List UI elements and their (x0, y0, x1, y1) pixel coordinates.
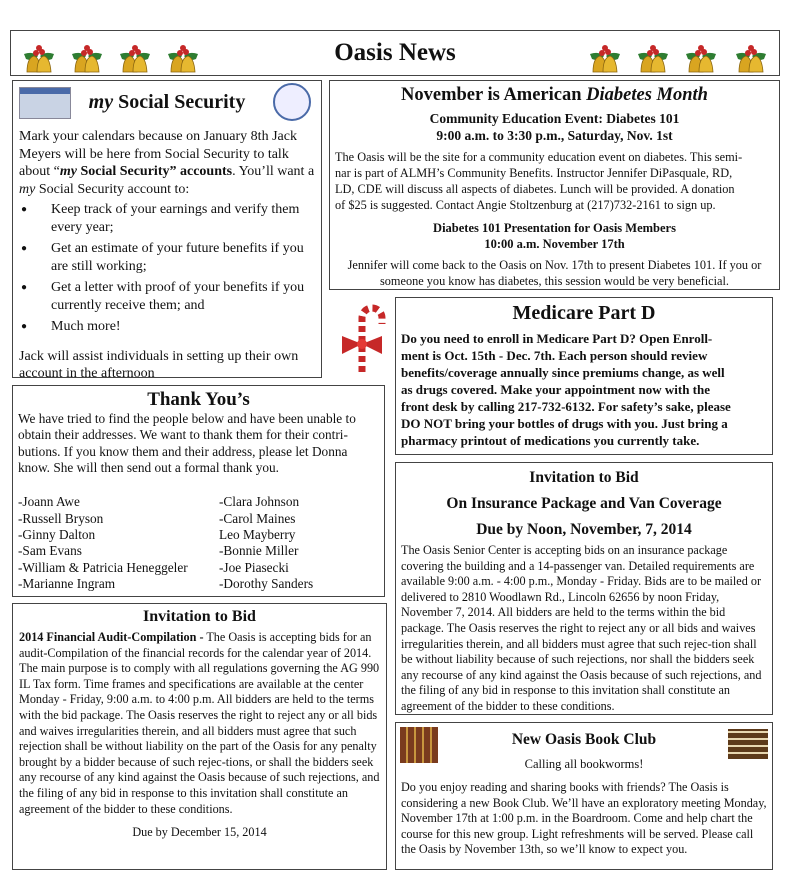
section-title: my Social Security (88, 91, 246, 113)
holly-bells-icon (584, 32, 626, 74)
book-club-body: Do you enjoy reading and sharing books with friends? The Oasis is considering a new Book Club. We’ll have an exploratory meeting Monday, November 17th at 1:00 p.m. in the Boardroom. Come and help chart the course for this new group. Light refreshments will be served. Please call the Oasis by November 13th, so we’ll know to expect you. (401, 780, 767, 857)
section-subtitle: Calling all bookworms! (524, 757, 644, 771)
names-list (18, 494, 379, 592)
holly-bells-icon (162, 32, 204, 74)
event-body: The Oasis will be the site for a community education event on diabetes. This semi- nar is part of ALMH’s Community Benefits. Instructor Jennifer DiPasquale, RD, LD, CDE will discuss all aspects of diabetes. Lunch will be provided. A donation of $25 is suggested. Contact Angie Stoltzenburg at (217)732-2161 to sign up. (335, 150, 743, 212)
insurance-bid-body: The Oasis Senior Center is accepting bids on an insurance package covering the building and a 14-passenger van. Detailed requirements are available 9:00 a.m. - 4:00 p.m., Monday - Friday. Bids are to be mailed or delivered to 2810 Woodlawn Rd., Lincoln 62656 by noon Friday, November 7, 2014. All bidders are held to the terms within the bid package. The Oasis reserves the right to reject any or all bids and waives irregularities therein, and all bidders must agree that such rejec-tion shall be without liability because of such rejections, nor shall the bidders seek any recourse of any kind against the Oasis because of such rejections, and the filing of any bid in response to this invitation shall constitute an agreement of the bidder to these conditions. (401, 543, 762, 713)
social-security-card-icon (19, 87, 71, 119)
intro-text: Mark your calendars because on January 8th Jack Meyers will be here from Social Security to talk about “my Social Security” accounts. You’ll want a my Social Security account to: (19, 129, 315, 197)
newsletter-title: Oasis News (334, 39, 456, 66)
diabetes-section (329, 80, 780, 290)
audit-bid-section (12, 603, 387, 870)
due-date: Due by December 15, 2014 (132, 825, 267, 840)
list-item: -Bonnie Miller (219, 543, 299, 559)
medicare-section (395, 297, 773, 455)
section-title: Invitation to Bid (143, 608, 256, 625)
list-item: -Joe Piasecki (219, 559, 289, 575)
thank-you-body: We have tried to find the people below and have been unable to obtain their addresses. We want to thank them for their contri- butions. If you know them and their address, please let Donna know. She will then send out a formal thank you. (18, 411, 356, 475)
list-item: -Carol Maines (219, 510, 296, 526)
list-item: -Ginny Dalton (18, 527, 96, 542)
list-item: -Sam Evans (18, 543, 82, 559)
event-heading: Community Education Event: Diabetes 101 9:00 a.m. to 3:30 p.m., Saturday, Nov. 1st (429, 111, 680, 143)
holly-bells-icon (730, 32, 772, 74)
list-item: Leo Mayberry (219, 527, 296, 542)
holly-bells-icon (632, 32, 674, 74)
members-body: Jennifer will come back to the Oasis on Nov. 17th to present Diabetes 101. If you or someone you know has diabetes, this session would be very beneficial. (347, 258, 762, 288)
section-title: November is American Diabetes Month (401, 85, 708, 105)
list-item: ● Get an estimate of your future benefits if you are still working; (19, 240, 315, 275)
section-title: Invitation to Bid (529, 469, 639, 486)
holly-bells-icon (680, 32, 722, 74)
section-subtitle: On Insurance Package and Van Coverage (446, 495, 722, 512)
section-title: Medicare Part D (512, 302, 656, 324)
benefit-list (19, 201, 315, 336)
book-club-section (395, 722, 773, 870)
book-stack-icon (728, 729, 768, 759)
insurance-bid-section (395, 462, 773, 715)
due-date: Due by Noon, November, 7, 2014 (476, 521, 692, 538)
holly-bells-icon (18, 32, 60, 74)
closing-text: Jack will assist individuals in setting up their own account in the afternoon (19, 348, 299, 381)
members-heading: Diabetes 101 Presentation for Oasis Members 10:00 a.m. November 17th (433, 221, 676, 251)
list-item: -Russell Bryson (18, 510, 104, 526)
section-title: Thank You’s (147, 389, 250, 410)
list-item: ● Much more! (19, 318, 315, 336)
holly-bells-icon (66, 32, 108, 74)
section-title: New Oasis Book Club (511, 731, 657, 748)
list-item: -Joann Awe (18, 494, 80, 510)
holly-bells-icon (114, 32, 156, 74)
medicare-body: Do you need to enroll in Medicare Part D? Open Enroll- ment is Oct. 15th - Dec. 7th. Each person should review benefits/coverage annually since premiums change, as well as drugs covered. Make your appointment now with the front desk by calling 217-732-6132. For safety’s sake, please DO NOT bring your bottles of drugs with you. Just bring a pharmacy printout of medications you currently take. (401, 331, 731, 448)
list-item: -Dorothy Sanders (219, 576, 314, 592)
ssa-seal-icon (273, 83, 311, 121)
list-item: -William & Patricia Heneggeler (18, 559, 188, 575)
audit-bid-body: 2014 Financial Audit-Compilation - The Oasis is accepting bids for an audit-Compilation of the financial records for the calendar year of 2014. The main purpose is to comply with all regulations governing the AG 990 IL Tax form. Time frames and specifications are available at the center Monday - Friday, 9:00 a.m. to 4:00 p.m. All bidders are held to the terms with the bid package. The Oasis reserves the right to reject any or all bids and waives irregularities therein, and all bidders must agree that such rejection shall be without liability on the part of the Oasis for any penalty brought by a bidder because of such rejec-tions, or shall the bidders seek any recourse of any kind against the Oasis because of such rejections, and the filing of any bid in response to this invitation shall constitute an agreement of the bidder to these conditions. (19, 630, 380, 816)
social-security-section (12, 80, 322, 381)
books-icon (400, 727, 438, 763)
list-item: -Marianne Ingram (18, 576, 116, 592)
list-item: ● Get a letter with proof of your benefits if you currently receive them; and (19, 279, 315, 314)
list-item: -Clara Johnson (219, 494, 300, 510)
thank-you-section (12, 385, 385, 597)
list-item: ● Keep track of your earnings and verify them every year; (19, 201, 315, 236)
candy-cane-icon (332, 296, 388, 376)
